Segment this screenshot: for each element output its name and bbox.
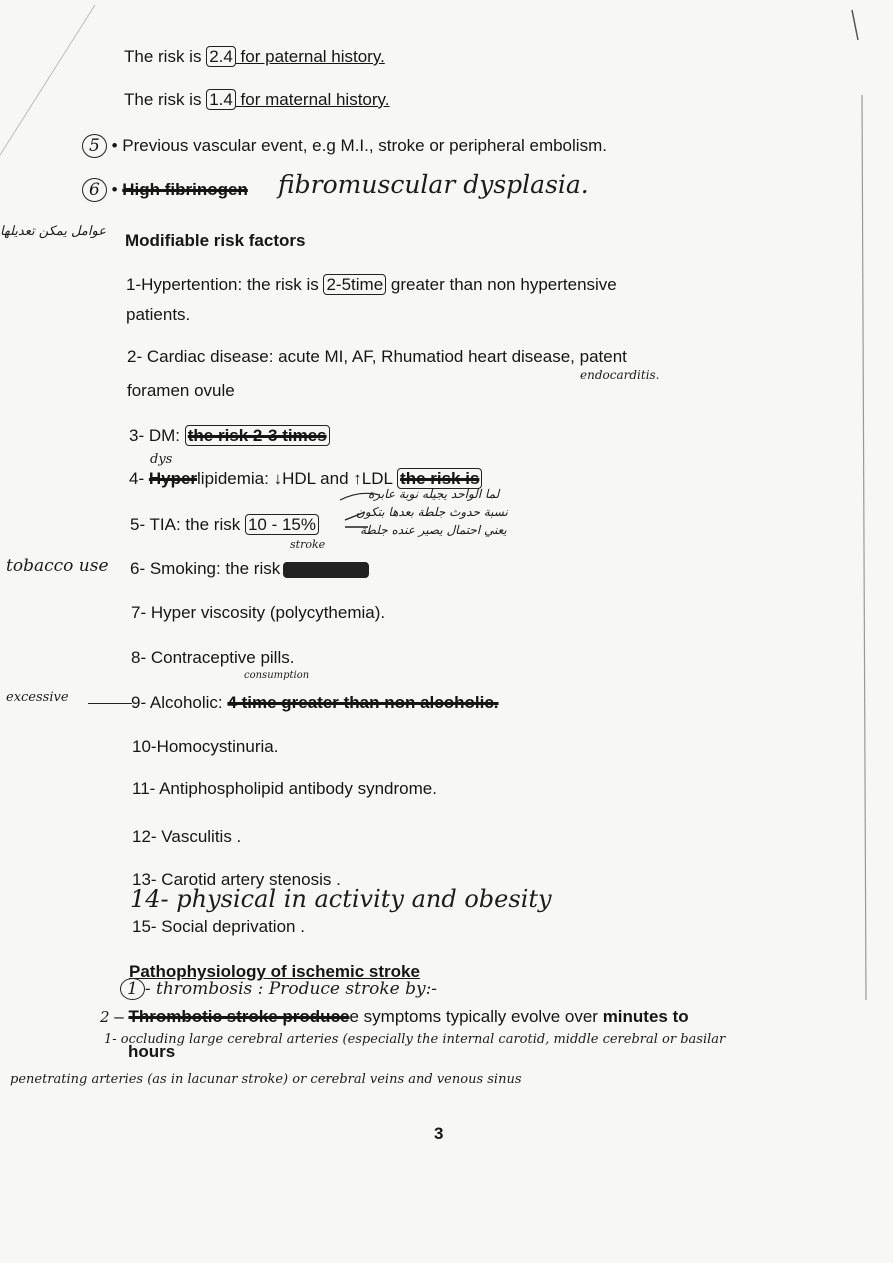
vasculitis-line: 12- Vasculitis . — [132, 827, 242, 846]
dm-line: 3- DM: the risk 2-3 times — [129, 425, 330, 447]
excessive-arrow-line — [88, 703, 132, 704]
smoking-line: 6- Smoking: the risk — [130, 558, 369, 580]
social-line: 15- Social deprivation . — [132, 917, 305, 936]
paternal-risk-line: The risk is 2.4 for paternal history. — [124, 47, 385, 66]
stroke-note: stroke — [290, 538, 326, 551]
excessive-note: excessive — [6, 690, 69, 705]
maternal-risk-value: 1.4 — [206, 89, 236, 110]
item-6-circle: 6 — [82, 178, 107, 202]
cardiac-line-2: foramen ovule — [127, 381, 235, 400]
hypertension-cont: patients. — [126, 305, 191, 324]
tobacco-note: tobacco use — [6, 556, 109, 576]
lipid-struck: the risk is — [397, 468, 482, 489]
modifiable-heading: Modifiable risk factors — [125, 231, 306, 250]
smoking-scribble — [283, 562, 369, 578]
fibromuscular-note: fibromuscular dysplasia. — [278, 170, 589, 199]
item-5-circle: 5 — [82, 134, 107, 158]
arabic-note-1: لما الواحد يجيله نوبة عابرة — [368, 487, 500, 501]
thrombosis-circle: 1 — [120, 978, 145, 1000]
occluding-note-1: 1- occluding large cerebral arteries (especially the internal carotid, middle cerebral or basilar — [104, 1032, 726, 1047]
arabic-note-2: نسبة حدوث جلطة بعدها بتكون — [356, 505, 508, 519]
item-5-line: 5 • Previous vascular event, e.g M.I., stroke or peripheral embolism. — [82, 134, 607, 158]
thrombotic-line: 2 – Thrombotic stroke producee symptoms typically evolve over minutes to — [100, 1007, 689, 1026]
hyperviscosity-line: 7- Hyper viscosity (polycythemia). — [131, 603, 386, 622]
dys-note: dys — [150, 452, 173, 467]
cardiac-line-1: 2- Cardiac disease: acute MI, AF, Rhumatiod heart disease, patent — [127, 347, 627, 366]
dm-struck: the risk 2-3 times — [185, 425, 330, 446]
page-number: 3 — [434, 1124, 444, 1143]
carotid-line: 13- Carotid artery stenosis . — [132, 870, 341, 889]
paternal-risk-value: 2.4 — [206, 46, 236, 67]
margin-arabic-note: عوامل يمكن تعديلها — [0, 224, 106, 239]
hypertension-line: 1-Hypertention: the risk is 2-5time greater than non hypertensive — [126, 275, 617, 294]
arabic-note-3: يعني احتمال يصير عنده جلطة — [360, 523, 507, 537]
homocystinuria-line: 10-Homocystinuria. — [132, 737, 279, 756]
physical-inactivity-note: 14- physical in activity and obesity — [130, 885, 552, 913]
hypertension-value: 2-5time — [323, 274, 386, 295]
thrombosis-note: 1 - thrombosis : Produce stroke by:- — [120, 978, 437, 1000]
consumption-note: consumption — [244, 670, 310, 681]
tia-value: 10 - 15% — [245, 514, 319, 535]
thrombotic-struck: Thrombotic stroke produce — [128, 1007, 350, 1026]
high-fibrinogen-struck: High fibrinogen — [122, 180, 248, 199]
hours-line: hours — [128, 1042, 176, 1061]
lipid-line: 4- Hyperlipidemia: ↓HDL and ↑LDL the risk is — [129, 468, 482, 490]
endocarditis-note: endocarditis. — [580, 368, 660, 382]
alcohol-line: 9- Alcoholic: 4 time greater than non alcoholic. — [131, 693, 499, 712]
tia-line: 5- TIA: the risk 10 - 15% — [130, 514, 319, 536]
maternal-risk-line: The risk is 1.4 for maternal history. — [124, 90, 390, 109]
contraceptive-line: 8- Contraceptive pills. — [131, 648, 295, 667]
patho-heading: Pathophysiology of ischemic stroke — [129, 962, 420, 981]
occluding-note-2: penetrating arteries (as in lacunar stroke) or cerebral veins and venous sinus — [10, 1072, 522, 1087]
antiphospholipid-line: 11- Antiphospholipid antibody syndrome. — [132, 779, 437, 798]
item-6-line: 6 • High fibrinogen — [82, 178, 248, 202]
alcohol-struck: 4 time greater than non alcoholic. — [227, 693, 499, 712]
